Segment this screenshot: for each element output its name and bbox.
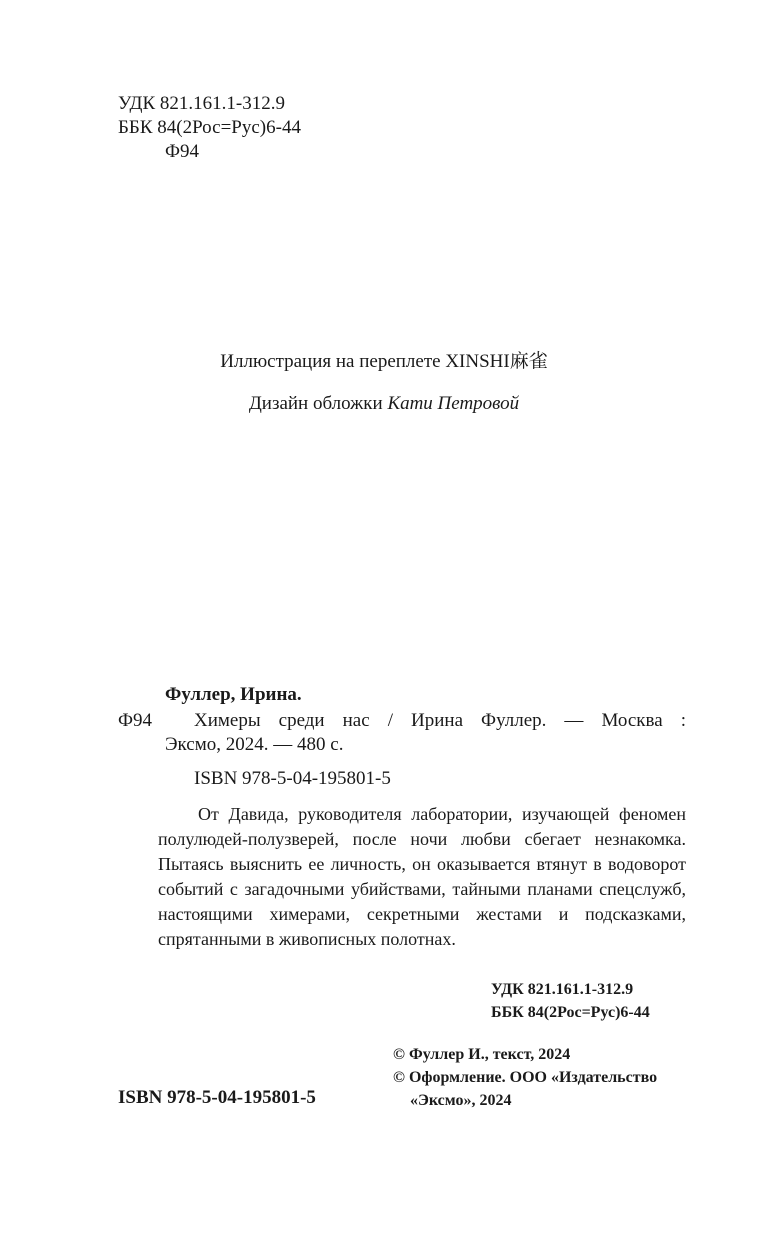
- author-heading: Фуллер, Ирина.: [165, 684, 302, 705]
- udk-code-bottom: УДК 821.161.1-312.9: [491, 981, 634, 998]
- cover-design-credit: [0, 392, 768, 416]
- author-mark-top: Ф94: [165, 141, 200, 162]
- cover-design-prefix: Дизайн обложки: [248, 393, 388, 414]
- bbk-code-top: ББК 84(2Рос=Рус)6-44: [118, 117, 301, 138]
- illustration-credit-prefix: Иллюстрация на переплете: [220, 351, 446, 372]
- bbk-code-bottom: ББК 84(2Рос=Рус)6-44: [491, 1004, 650, 1021]
- copyright-design: © Оформление. ООО «Издательство: [393, 1069, 658, 1086]
- copyright-publisher: «Эксмо», 2024: [410, 1092, 512, 1109]
- annotation-text: От Давида, руководителя лаборатории, изучающей феномен полулюдей-полузверей, после ночи любви сбегает незнакомка. Пытаясь выяснить ее личность, он оказывается втянут в водоворот событий с загадочными убийствами, тайными планами спецслужб, настоящими химерами, секретными жестами и подсказками, спрятанными в живописных полотнах.: [158, 804, 686, 949]
- copyright-text: © Фуллер И., текст, 2024: [393, 1046, 571, 1063]
- cover-designer: Кати Петровой: [387, 393, 520, 414]
- author-mark: Ф94: [118, 710, 153, 731]
- udk-code-top: УДК 821.161.1-312.9: [118, 93, 285, 114]
- title-line-1: Химеры среди нас / Ирина Фуллер. — Москва :: [194, 710, 686, 731]
- illustration-credit: [0, 350, 768, 374]
- isbn-bottom: ISBN 978-5-04-195801-5: [118, 1087, 316, 1108]
- title-line-2: Эксмо, 2024. — 480 с.: [165, 734, 344, 755]
- annotation: [158, 802, 686, 952]
- isbn-record: ISBN 978-5-04-195801-5: [194, 768, 391, 789]
- illustration-artist: XINSHI麻雀: [445, 351, 548, 372]
